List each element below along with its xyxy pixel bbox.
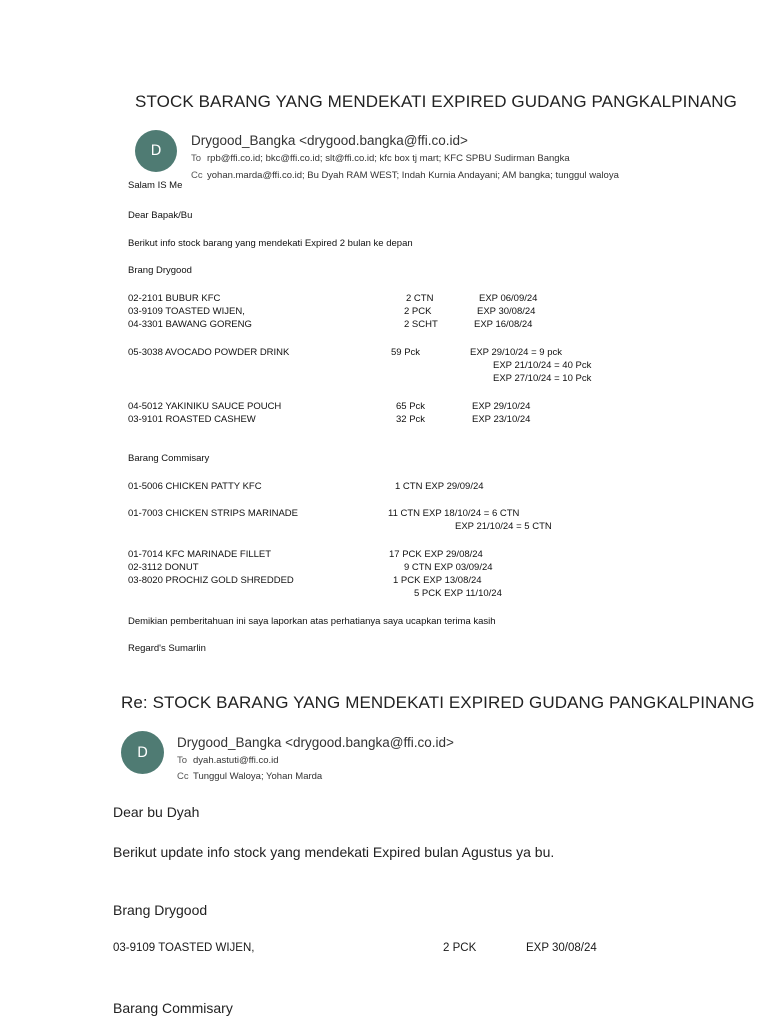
item-qty-exp: 11 CTN EXP 18/10/24 = 6 CTN bbox=[388, 508, 520, 519]
cc-recipients[interactable]: yohan.marda@ffi.co.id; Bu Dyah RAM WEST; Indah Kurnia Andayani; AM bangka; tunggul waloya bbox=[207, 170, 619, 181]
item-name: 03-8020 PROCHIZ GOLD SHREDDED bbox=[128, 575, 294, 586]
item-exp-extra: EXP 21/10/24 = 5 CTN bbox=[455, 521, 552, 532]
avatar-letter: D bbox=[150, 143, 162, 159]
email2-cc-line bbox=[177, 771, 322, 782]
email1-subject: STOCK BARANG YANG MENDEKATI EXPIRED GUDANG PANGKALPINANG bbox=[135, 92, 737, 111]
item-name: 04-3301 BAWANG GORENG bbox=[128, 319, 252, 330]
item-exp: EXP 16/08/24 bbox=[474, 319, 533, 330]
item-name: 02-3112 DONUT bbox=[128, 562, 199, 573]
item-exp: EXP 06/09/24 bbox=[479, 293, 538, 304]
email2-to-line bbox=[177, 755, 279, 766]
email2-sender[interactable]: Drygood_Bangka <drygood.bangka@ffi.co.id> bbox=[177, 735, 454, 750]
email2-dear: Dear bu Dyah bbox=[113, 804, 200, 820]
to-recipients[interactable]: dyah.astuti@ffi.co.id bbox=[193, 755, 279, 766]
sender-avatar[interactable] bbox=[121, 731, 164, 774]
email1-cc-line bbox=[191, 170, 619, 181]
to-label: To bbox=[177, 755, 188, 766]
item-exp-extra: 5 PCK EXP 11/10/24 bbox=[414, 588, 502, 599]
item-qty: 32 Pck bbox=[396, 414, 426, 425]
item-exp: EXP 23/10/24 bbox=[472, 414, 531, 425]
item-qty: 2 SCHT bbox=[404, 319, 438, 330]
item-qty: 59 Pck bbox=[391, 347, 421, 358]
item-qty: 2 PCK bbox=[443, 942, 477, 954]
to-recipients[interactable]: rpb@ffi.co.id; bkc@ffi.co.id; slt@ffi.co.id; kfc box tj mart; KFC SPBU Sudirman Bangka bbox=[207, 153, 570, 164]
item-name: 04-5012 YAKINIKU SAUCE POUCH bbox=[128, 401, 282, 412]
item-name: 03-9109 TOASTED WIJEN, bbox=[128, 306, 245, 317]
email2-commisary-heading: Barang Commisary bbox=[113, 1000, 233, 1016]
item-exp: EXP 30/08/24 bbox=[477, 306, 536, 317]
item-exp: EXP 29/10/24 bbox=[472, 401, 531, 412]
email1-closing: Demikian pemberitahuan ini saya laporkan atas perhatianya saya ucapkan terima kasih bbox=[128, 616, 496, 627]
item-name: 03-9101 ROASTED CASHEW bbox=[128, 414, 256, 425]
item-name: 05-3038 AVOCADO POWDER DRINK bbox=[128, 347, 290, 358]
item-exp-extra: EXP 21/10/24 = 40 Pck bbox=[493, 360, 592, 371]
cc-recipients[interactable]: Tunggul Waloya; Yohan Marda bbox=[193, 771, 323, 782]
email1-dear: Dear Bapak/Bu bbox=[128, 210, 193, 221]
item-name: 01-7014 KFC MARINADE FILLET bbox=[128, 549, 272, 560]
item-qty-exp: 1 CTN EXP 29/09/24 bbox=[395, 481, 484, 492]
item-qty: 2 CTN bbox=[406, 293, 434, 304]
cc-label: Cc bbox=[191, 170, 203, 181]
item-exp-extra: EXP 27/10/24 = 10 Pck bbox=[493, 373, 592, 384]
item-name: 01-7003 CHICKEN STRIPS MARINADE bbox=[128, 508, 298, 519]
email2-subject: Re: STOCK BARANG YANG MENDEKATI EXPIRED GUDANG PANGKALPINANG bbox=[121, 693, 755, 712]
email2-intro: Berikut update info stock yang mendekati Expired bulan Agustus ya bu. bbox=[113, 844, 555, 860]
greeting-cut: Salam IS Me bbox=[128, 181, 183, 188]
item-qty: 2 PCK bbox=[404, 306, 432, 317]
email1-sender[interactable]: Drygood_Bangka <drygood.bangka@ffi.co.id> bbox=[191, 133, 468, 148]
item-name: 02-2101 BUBUR KFC bbox=[128, 293, 221, 304]
item-name: 03-9109 TOASTED WIJEN, bbox=[113, 942, 255, 954]
email2-drygood-heading: Brang Drygood bbox=[113, 902, 208, 918]
cc-label: Cc bbox=[177, 771, 189, 782]
item-exp: EXP 29/10/24 = 9 pck bbox=[470, 347, 562, 358]
item-name: 01-5006 CHICKEN PATTY KFC bbox=[128, 481, 262, 492]
avatar-letter: D bbox=[137, 744, 148, 761]
item-exp: EXP 30/08/24 bbox=[526, 942, 597, 954]
drygood-heading: Brang Drygood bbox=[128, 265, 192, 276]
sender-avatar[interactable] bbox=[135, 130, 177, 172]
email1-intro: Berikut info stock barang yang mendekati Expired 2 bulan ke depan bbox=[128, 238, 413, 249]
item-qty-exp: 9 CTN EXP 03/09/24 bbox=[404, 562, 493, 573]
item-qty-exp: 17 PCK EXP 29/08/24 bbox=[389, 549, 483, 560]
item-qty-exp: 1 PCK EXP 13/08/24 bbox=[393, 575, 482, 586]
email1-signature: Regard's Sumarlin bbox=[128, 643, 206, 654]
commisary-heading: Barang Commisary bbox=[128, 453, 210, 464]
item-qty: 65 Pck bbox=[396, 401, 426, 412]
email1-to-line bbox=[191, 153, 570, 164]
to-label: To bbox=[191, 153, 202, 164]
